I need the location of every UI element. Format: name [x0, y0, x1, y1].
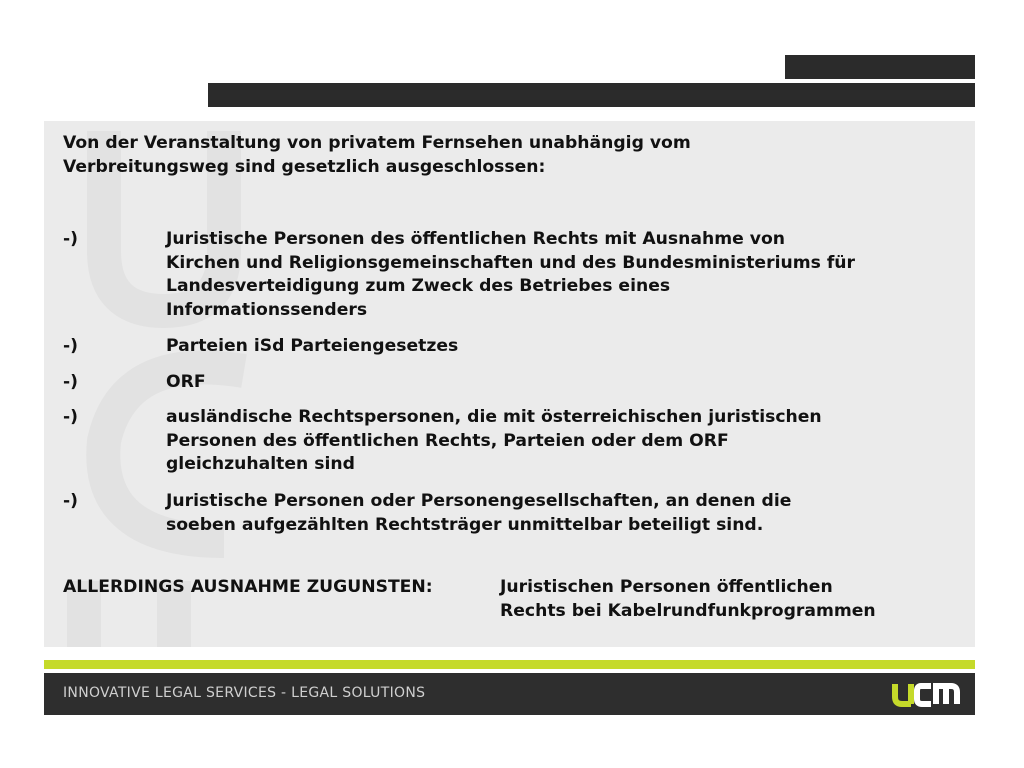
- list-item-line: ORF: [166, 372, 206, 392]
- header-bar-short: [785, 55, 975, 79]
- list-marker: -): [63, 491, 78, 511]
- intro-paragraph: [63, 132, 691, 179]
- list-item-line: Juristische Personen des öffentlichen Rechts mit Ausnahme von: [166, 229, 785, 249]
- footer-bar: [44, 673, 975, 715]
- list-marker: -): [63, 229, 78, 249]
- list-item-line: gleichzuhalten sind: [166, 454, 355, 474]
- list-item-line: ausländische Rechtspersonen, die mit österreichischen juristischen: [166, 407, 822, 427]
- accent-divider: [44, 660, 975, 669]
- list-item-line: Landesverteidigung zum Zweck des Betriebes eines: [166, 276, 671, 296]
- list-marker: -): [63, 407, 78, 427]
- list-item-line: soeben aufgezählten Rechtsträger unmittelbar beteiligt sind.: [166, 514, 764, 535]
- header-bar-long: [208, 83, 975, 107]
- list-marker: -): [63, 372, 78, 392]
- exception-label: ALLERDINGS AUSNAHME ZUGUNSTEN:: [63, 577, 433, 597]
- list-item-line: Kirchen und Religionsgemeinschaften und des Bundesministeriums für: [166, 252, 856, 273]
- list-marker: -): [63, 336, 78, 356]
- content-panel: [44, 121, 975, 647]
- list-item-line: Juristische Personen oder Personengesellschaften, an denen die: [166, 491, 792, 511]
- exception-line-1: Juristischen Personen öffentlichen: [500, 577, 833, 597]
- ucn-logo-icon: [891, 680, 961, 708]
- intro-line-2: Verbreitungsweg sind gesetzlich ausgeschlossen:: [63, 156, 546, 177]
- list-item-line: Personen des öffentlichen Rechts, Parteien oder dem ORF: [166, 430, 729, 451]
- intro-line-1: Von der Veranstaltung von privatem Fernsehen unabhängig vom: [63, 133, 691, 153]
- footer-tagline: INNOVATIVE LEGAL SERVICES - LEGAL SOLUTIONS: [63, 685, 426, 701]
- list-item-line: Parteien iSd Parteiengesetzes: [166, 336, 459, 356]
- exception-line-2: Rechts bei Kabelrundfunkprogrammen: [500, 600, 876, 621]
- list-item-line: Informationssenders: [166, 299, 368, 320]
